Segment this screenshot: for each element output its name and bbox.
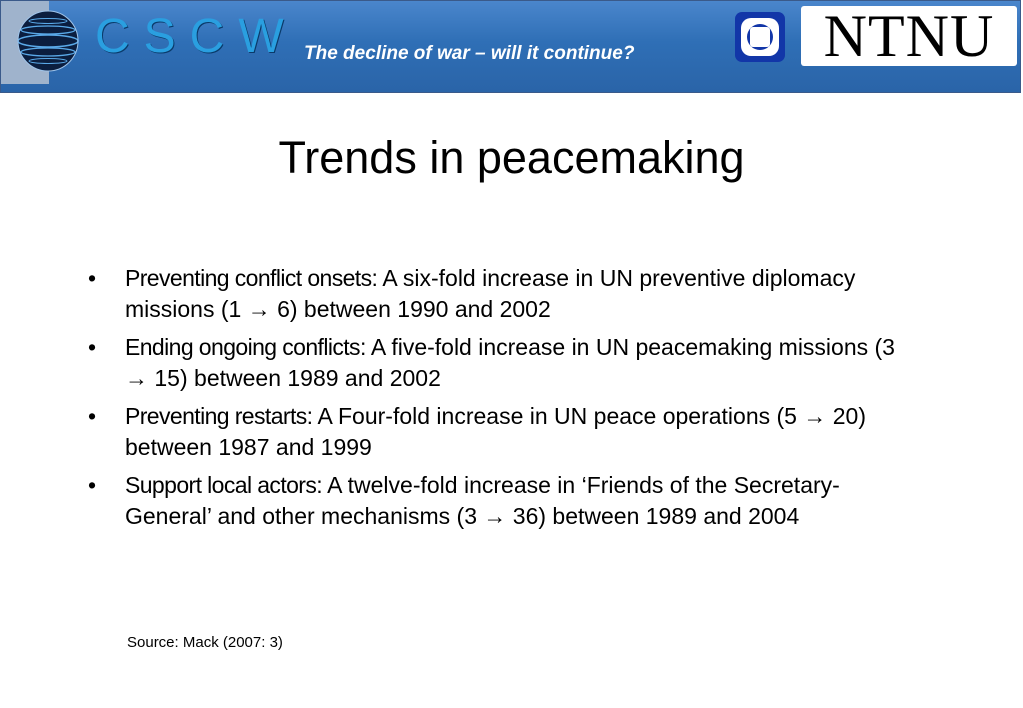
header-tagline: The decline of war – will it continue? <box>304 43 635 64</box>
bullet-heading: Preventing conflict onsets: <box>125 265 378 291</box>
bullet-heading: Support local actors: <box>125 472 323 498</box>
bullet-text: 20) between 1987 and 1999 <box>125 403 866 460</box>
bullet-item <box>88 332 918 394</box>
header-banner <box>0 0 1021 93</box>
arrow-icon: → <box>247 296 271 322</box>
source-citation: Source: Mack (2007: 3) <box>127 634 283 651</box>
cscw-logo-text: CSCW <box>95 10 298 63</box>
arrow-icon: → <box>125 365 148 391</box>
slide-title: Trends in peacemaking <box>278 132 745 183</box>
bullet-text: 15) between 1989 and 2002 <box>148 365 441 391</box>
globe-logo-icon <box>17 10 79 72</box>
ntnu-logo-text: NTNU <box>801 6 1017 66</box>
bullet-marker: • <box>88 403 97 429</box>
bullet-text: 6) between 1990 and 2002 <box>270 296 551 322</box>
bullet-text: A Four-fold increase in UN peace operations (5 <box>312 403 804 429</box>
arrow-icon: → <box>803 403 827 429</box>
bullet-text: A six-fold increase in UN preventive diplomacy missions (1 <box>125 265 856 322</box>
bullet-item <box>88 263 918 325</box>
bullet-marker: • <box>88 334 97 360</box>
bullet-heading: Ending ongoing conflicts: <box>125 334 366 360</box>
bullet-text: A twelve-fold increase in ‘Friends of the Secretary-General’ and other mechanisms (3 <box>125 472 840 529</box>
arrow-icon: → <box>483 503 507 529</box>
bullet-item <box>88 401 918 463</box>
bullet-list <box>88 263 918 539</box>
bullet-item <box>88 470 918 532</box>
ntnu-emblem-icon <box>735 12 785 62</box>
bullet-text: 36) between 1989 and 2004 <box>506 503 800 529</box>
bullet-text: A five-fold increase in UN peacemaking missions (3 <box>365 334 895 360</box>
bullet-marker: • <box>88 265 97 291</box>
bullet-marker: • <box>88 472 97 498</box>
bullet-heading: Preventing restarts: <box>125 403 313 429</box>
